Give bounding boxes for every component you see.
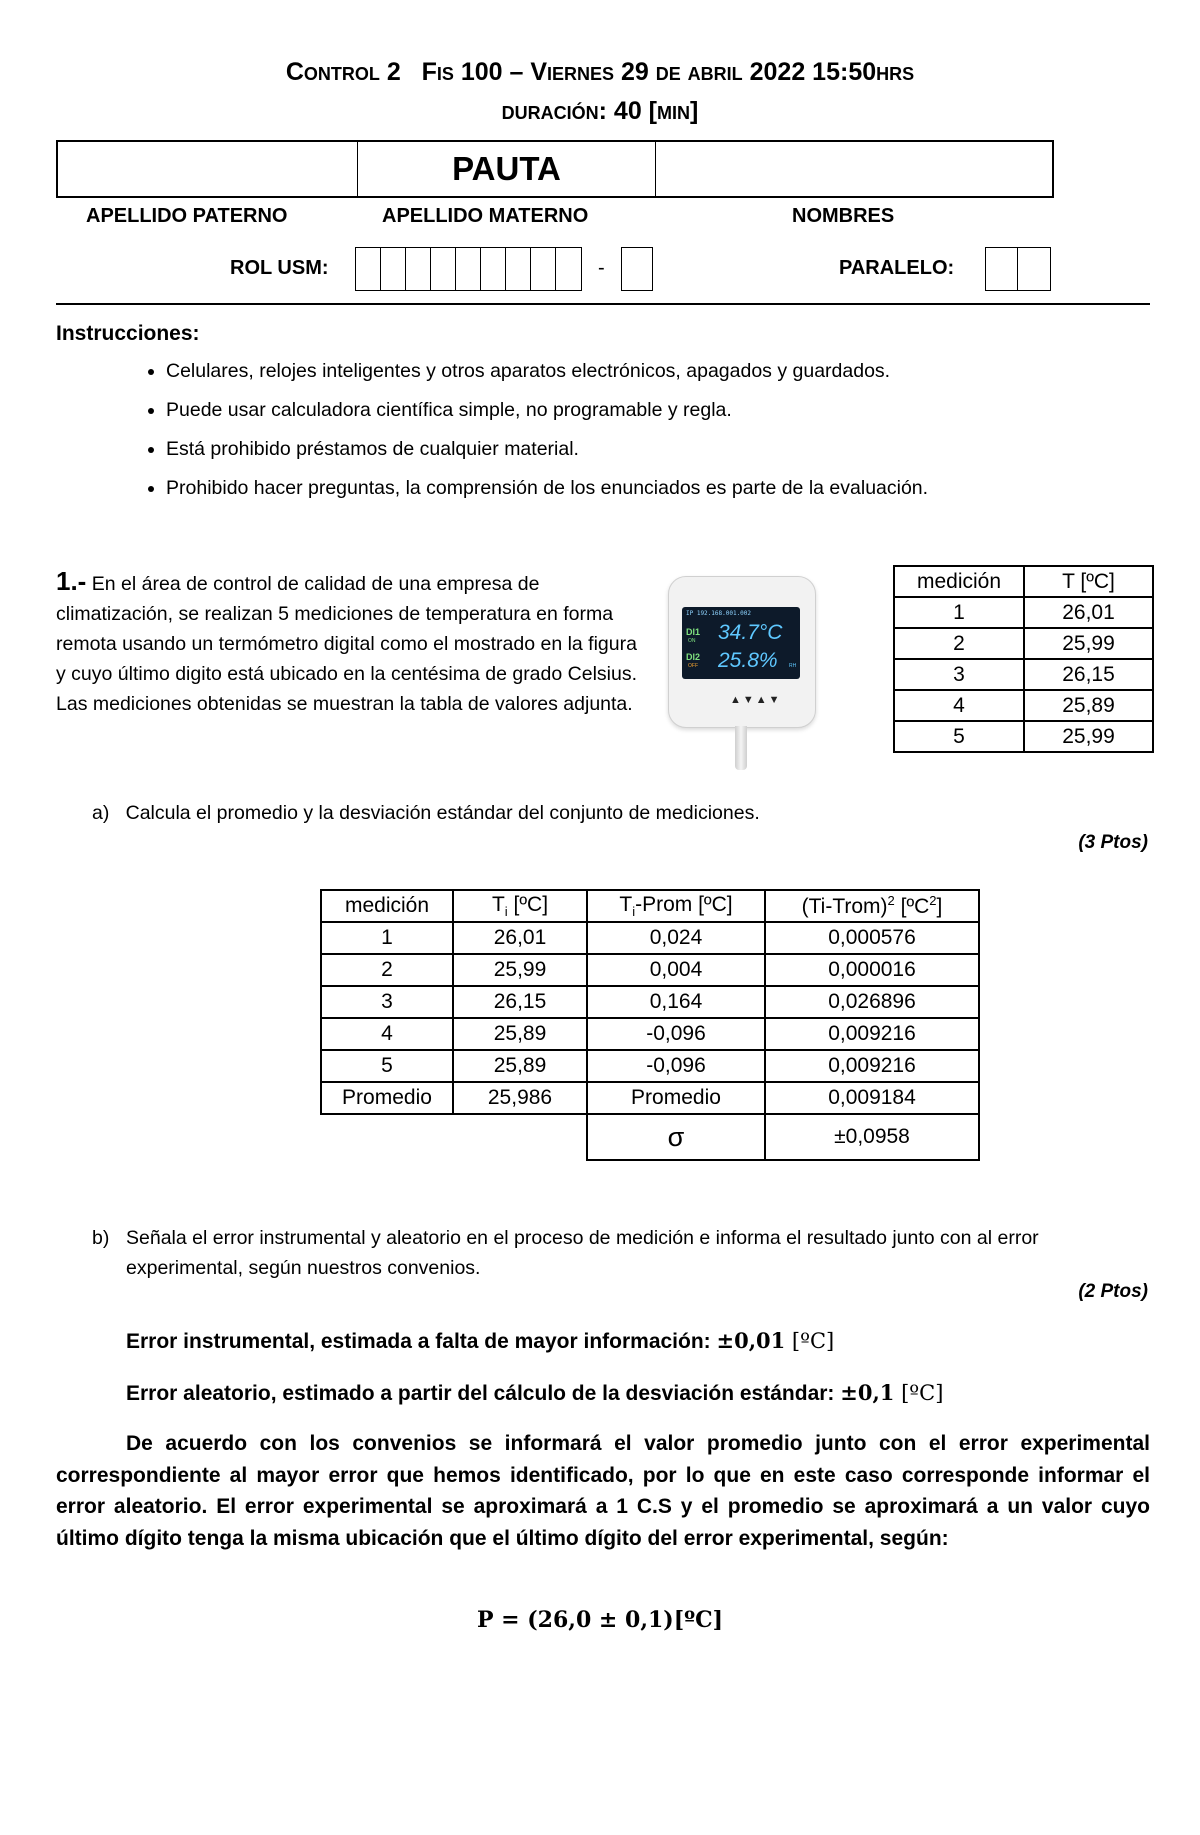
device-di2-state: OFF — [688, 663, 698, 669]
table-header: $T_i$ [ºC] — [453, 890, 587, 922]
table-cell: 1 — [894, 597, 1024, 628]
instructions-list — [130, 352, 1116, 508]
table-row: 4 25,89 -0,096 0,009216 — [321, 1018, 979, 1050]
question-text: En el área de control de calidad de una empresa de climatización, se realizan 5 mediciones de temperatura en forma remota usando un termómetro digital como el mostrado en la figura y cuyo último digito está ubicado en la centésima de grado Celsius. Las mediciones obtenidas se muestran la tabla de valores adjunta. — [56, 573, 637, 715]
label-apellido-materno: APELLIDO MATERNO — [382, 205, 589, 227]
instruction-item: • Prohibido hacer preguntas, la comprensión de los enunciados es parte de la evaluación. — [166, 469, 1116, 508]
rol-dash: - — [598, 257, 605, 279]
table-cell: 26,15 — [1024, 659, 1153, 690]
table-row: 1 26,01 0,024 0,000576 — [321, 922, 979, 954]
label-nombres: NOMBRES — [792, 205, 895, 227]
title-details: Fis 100 – Viernes 29 de abril 2022 15:50hrs — [421, 58, 915, 86]
calculation-table — [320, 889, 980, 1161]
paralelo-label: PARALELO: — [839, 257, 955, 279]
table-header: medición — [321, 890, 453, 922]
final-result: P = (26,0 ± 0,1)[ºC] — [476, 1607, 724, 1633]
table-row — [894, 597, 1153, 628]
part-b-points: (2 Ptos) — [1078, 1281, 1148, 1302]
device-di2: DI2 — [686, 652, 701, 662]
title-control: Control 2 — [285, 58, 401, 86]
instruction-item: • Celulares, relojes inteligentes y otros aparatos electrónicos, apagados y guardados. — [166, 352, 1116, 391]
sigma-label: σ — [587, 1114, 765, 1160]
table-row: Promedio 25,986 Promedio 0,009184 — [321, 1082, 979, 1114]
table-cell: 26,01 — [1024, 597, 1153, 628]
part-a — [92, 802, 760, 825]
device-di1: DI1 — [686, 627, 701, 637]
paralelo-digits[interactable] — [985, 247, 1051, 291]
table-cell: 25,99 — [1024, 628, 1153, 659]
instructions-title: Instrucciones: — [56, 322, 200, 345]
table-row — [894, 659, 1153, 690]
apellido-materno-field[interactable] — [358, 142, 656, 196]
sigma-row — [321, 1114, 979, 1160]
rol-usm-digits[interactable] — [355, 247, 582, 291]
table-row: 5 25,89 -0,096 0,009216 — [321, 1050, 979, 1082]
device-buttons: ▲▼▲▼ — [730, 694, 782, 706]
table-cell: 3 — [894, 659, 1024, 690]
rol-usm-label: ROL USM: — [230, 257, 329, 279]
table-row — [894, 628, 1153, 659]
pauta-label: PAUTA — [452, 150, 561, 187]
random-error: Error aleatorio, estimado a partir del cálculo de la desviación estándar: ±0,1 [ºC] — [126, 1380, 944, 1405]
exam-title — [0, 58, 1200, 87]
table-header: $T_i$-Prom [ºC] — [587, 890, 765, 922]
part-b — [92, 1223, 1152, 1283]
table-row: 3 26,15 0,164 0,026896 — [321, 986, 979, 1018]
device-di1-state: ON — [688, 638, 696, 644]
device-humidity: 25.8% — [718, 649, 778, 672]
table-header: medición — [894, 566, 1024, 597]
question-1 — [56, 566, 646, 719]
header-divider — [56, 303, 1150, 305]
rol-check-digit[interactable] — [621, 247, 653, 291]
table-header: T [ºC] — [1024, 566, 1153, 597]
table-cell: 4 — [894, 690, 1024, 721]
part-a-label: a) — [92, 802, 110, 824]
part-a-points: (3 Ptos) — [1078, 832, 1148, 853]
table-header: (Ti-Trom)$^2$ [ºC$^2$] — [765, 890, 979, 922]
device-probe — [735, 726, 747, 770]
device-ip: IP 192.168.001.002 — [686, 610, 752, 617]
sigma-value: ±0,0958 — [765, 1114, 979, 1160]
instruction-item: • Está prohibido préstamos de cualquier material. — [166, 430, 1116, 469]
device-temperature: 34.7°C — [718, 621, 783, 644]
apellido-paterno-field[interactable] — [58, 142, 358, 196]
device-screen — [682, 607, 800, 679]
nombres-field[interactable] — [656, 142, 1052, 196]
explanation-paragraph: De acuerdo con los convenios se informará el valor promedio junto con el error experimental correspondiente al mayor error que hemos identificado, por lo que en este caso corresponde informar el error aleatorio. El error experimental se aproximará a 1 C.S y el promedio se aproximará a un valor cuyo último dígito tenga la misma ubicación que el último dígito del error experimental, según: — [56, 1432, 1150, 1550]
table-cell: 25,89 — [1024, 690, 1153, 721]
part-a-text: Calcula el promedio y la desviación estándar del conjunto de mediciones. — [125, 802, 760, 824]
table-cell: 5 — [894, 721, 1024, 752]
part-b-text: Señala el error instrumental y aleatorio en el proceso de medición e informa el resultado junto con al error experimental, según nuestros convenios. — [126, 1227, 1039, 1279]
label-apellido-paterno: APELLIDO PATERNO — [86, 205, 288, 227]
device-rh: RH — [789, 663, 797, 669]
measurement-table — [893, 565, 1154, 753]
name-box — [56, 140, 1054, 198]
exam-duration: duración: 40 [min] — [501, 97, 699, 125]
instrumental-error: Error instrumental, estimada a falta de mayor información: ±0,01 [ºC] — [126, 1328, 835, 1353]
thermometer-image — [668, 576, 814, 772]
table-cell: 25,99 — [1024, 721, 1153, 752]
instruction-item: • Puede usar calculadora científica simple, no programable y regla. — [166, 391, 1116, 430]
part-b-label: b) — [92, 1227, 110, 1249]
table-row — [894, 721, 1153, 752]
table-cell: 2 — [894, 628, 1024, 659]
table-row: 2 25,99 0,004 0,000016 — [321, 954, 979, 986]
question-number: 1.- — [56, 566, 87, 596]
table-row — [894, 690, 1153, 721]
